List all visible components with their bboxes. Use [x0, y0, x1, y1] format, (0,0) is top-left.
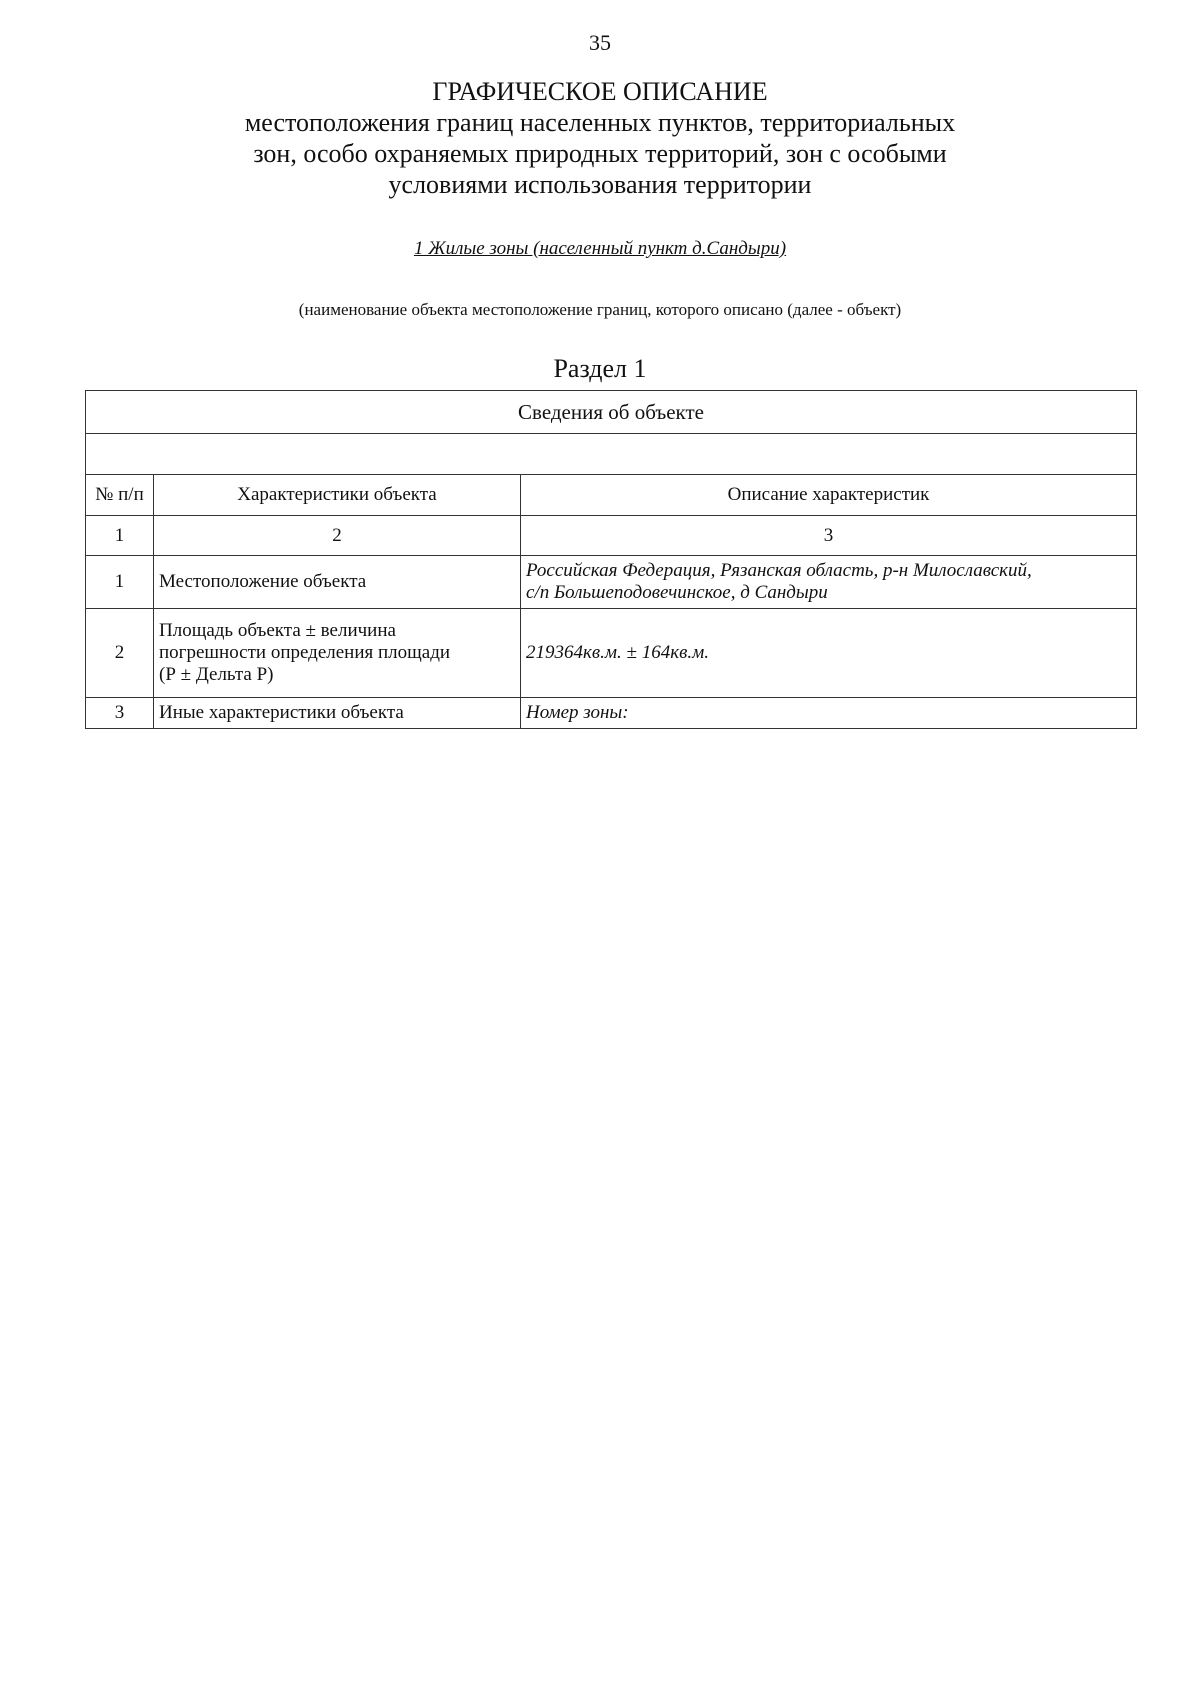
row-description [521, 698, 1137, 729]
table-header-row [86, 475, 1137, 516]
cell-line: Номер зоны: [526, 702, 629, 723]
section-title: Раздел 1 [553, 354, 647, 383]
cell-line: Российская Федерация, Рязанская область, р-н Милославский, [526, 560, 1032, 581]
title-line: местоположения границ населенных пунктов, территориальных [244, 108, 956, 137]
row-description [521, 556, 1137, 609]
table-row [86, 556, 1137, 609]
row-number: 2 [86, 609, 154, 698]
header-characteristic: Характеристики объекта [154, 475, 521, 516]
table-empty-row [86, 434, 1137, 475]
cell-line: Площадь объекта ± величина [159, 620, 396, 641]
cell-line: (Р ± Дельта Р) [159, 664, 274, 685]
table-row [86, 698, 1137, 729]
title-line: зон, особо охраняемых природных территорий, зон с особыми [253, 139, 947, 168]
cell-line: Местоположение объекта [159, 571, 367, 592]
header-description: Описание характеристик [521, 475, 1137, 516]
title-line: условиями использования территории [388, 170, 812, 199]
column-number: 3 [521, 516, 1137, 556]
cell-line: с/п Большеподовечинское, д Сандыри [526, 582, 828, 603]
row-characteristic [154, 609, 521, 698]
row-characteristic [154, 556, 521, 609]
cell-line: Иные характеристики объекта [159, 702, 404, 723]
column-number: 2 [154, 516, 521, 556]
cell-line: погрешности определения площади [159, 642, 451, 663]
table-row [86, 609, 1137, 698]
object-caption: (наименование объекта местоположение границ, которого описано (далее - объект) [298, 300, 902, 319]
object-info-table [85, 390, 1137, 729]
object-name: 1 Жилые зоны (населенный пункт д.Сандыри) [413, 238, 787, 259]
row-characteristic [154, 698, 521, 729]
table-column-numbers-row [86, 516, 1137, 556]
row-description [521, 609, 1137, 698]
header-number: № п/п [86, 475, 154, 516]
table-caption: Сведения об объекте [86, 391, 1137, 434]
row-number: 1 [86, 556, 154, 609]
cell-line: 219364кв.м. ± 164кв.м. [526, 642, 709, 663]
title-line: ГРАФИЧЕСКОЕ ОПИСАНИЕ [432, 77, 768, 106]
page-number: 35 [589, 30, 611, 55]
column-number: 1 [86, 516, 154, 556]
document-title [0, 76, 1200, 200]
row-number: 3 [86, 698, 154, 729]
